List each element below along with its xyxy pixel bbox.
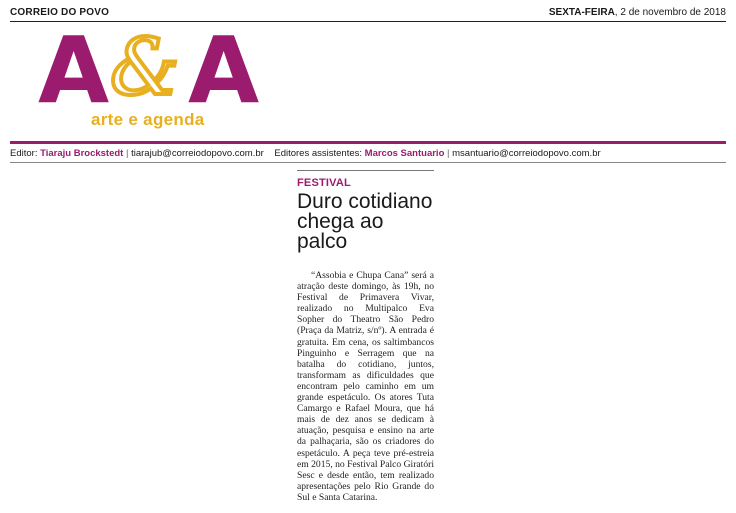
article: [297, 170, 434, 513]
credit-separator: |: [126, 148, 129, 159]
article-top-rule: [297, 170, 434, 171]
article-body: “Assobia e Chupa Cana” será a atração deste domingo, às 19h, no Festival de Primavera Vivar, realizado no Multipalco Eva Sopher do Theatro São Pedro (Praça da Matriz, s/nº). A entrada é gratuita. Em cena, os saltimbancos Pinguinho e Serragem que na batalha do cotidiano, juntos, transformam as dificuldades que encontram pelo caminho em um grande espetáculo. Os atores Tuta Camargo e Rafael Moura, que há mais de dez anos se dedicam à atuação, pesquisa e ensino na arte da palhaçaria, são os criadores do espetáculo. A peça teve pré-estreia em 2015, no Festival Palco Giratóri Sesc e desde então, tem realizado apresentações pelo Rio Grande do Sul e Santa Catarina.: [297, 270, 434, 503]
editor-name: Tiaraju Brockstedt: [40, 148, 124, 159]
editorial-credits: [10, 148, 601, 159]
section-subtitle: arte e agenda: [91, 110, 205, 129]
credits-divider: [10, 162, 726, 163]
assistant-name: Marcos Santuario: [364, 148, 445, 159]
credit-separator: |: [447, 148, 450, 159]
section-divider: [10, 141, 726, 144]
assistant-email: msantuario@correiodopovo.com.br: [452, 148, 601, 159]
newspaper-name: CORREIO DO POVO: [10, 7, 110, 18]
editor-email: tiarajub@correiodopovo.com.br: [131, 148, 264, 159]
article-kicker: FESTIVAL: [297, 177, 351, 189]
issue-weekday: SEXTA-FEIRA: [548, 7, 615, 18]
logo-ampersand: &: [110, 23, 180, 113]
editor-label: Editor:: [10, 148, 38, 159]
issue-date: SEXTA-FEIRA, 2 de novembro de 2018: [548, 7, 726, 18]
assistants-label: Editores assistentes:: [274, 148, 363, 159]
article-headline: Duro cotidiano chega ao palco: [297, 190, 433, 253]
issue-date-text: 2 de novembro de 2018: [620, 7, 726, 18]
logo-letter-a-left: A: [38, 22, 110, 124]
logo-letter-a-right: A: [188, 22, 260, 124]
